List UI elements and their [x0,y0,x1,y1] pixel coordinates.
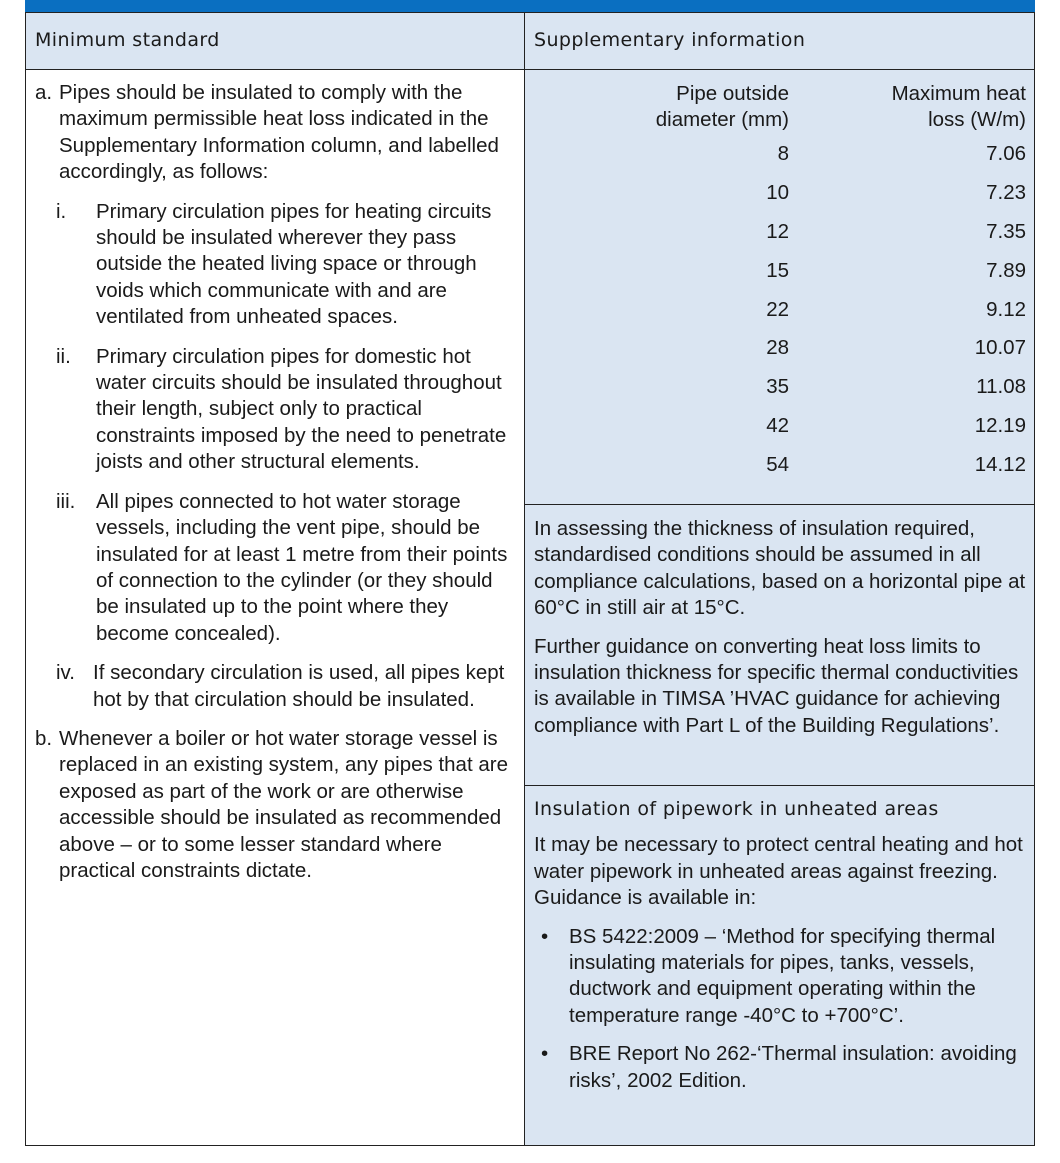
pipe-diameter-header: Pipe outside diameter (mm) [655,82,789,132]
heat-loss-cell: 7.06 [986,142,1026,165]
assessment-paragraph: In assessing the thickness of insulation required, standardised conditions should be assumed in all compliance calculations, based on a horizontal pipe at 60°C in still air at 15°C. [534,517,1026,620]
table-row [525,413,1034,452]
heat-loss-cell: 7.35 [986,219,1026,243]
subitem-text: All pipes connected to hot water storage vessels, including the vent pipe, should be insulated for at least 1 metre from their points of connection to the cylinder (or they should be insulated up to the point where they become concealed). [96,489,508,645]
table-row [525,141,1034,180]
heat-loss-cell: 14.12 [974,453,1026,477]
minimum-standard-column [26,13,525,1145]
unheated-areas-section [525,786,1034,1094]
further-guidance-paragraph: Further guidance on converting heat loss limits to insulation thickness for specific thermal conductivities is available in TIMSA ’HVAC guidance for achieving compliance with Part L of the Building Regulations’. [534,634,1019,737]
table-row [525,258,1034,297]
list-item-text: BS 5422:2009 – ‘Method for specifying thermal insulating materials for pipes, tanks, vessels, ductwork and equipment operating within the temperature range -40°C to +700°C’. [569,924,996,1027]
table-row [525,374,1034,413]
heat-loss-cell: 12.19 [974,414,1026,438]
subitem-text: Primary circulation pipes for domestic hot water circuits should be insulated throughout their length, subject only to practical constraints imposed by the need to penetrate joists and other structural elements. [96,344,507,474]
list-item [534,924,1026,1030]
max-heat-loss-header: Maximum heat loss (W/m) [891,82,1026,132]
heat-loss-cell: 7.89 [986,258,1026,282]
bullet-icon: • [541,924,549,948]
heat-loss-table-header [525,81,1034,135]
subitem-label: iv. [56,661,75,685]
table-row [525,219,1034,258]
list-item-text: BRE Report No 262-‘Thermal insulation: avoiding risks’, 2002 Edition. [569,1042,1017,1092]
subitem-text: Primary circulation pipes for heating circuits should be insulated wherever they pass outside the heated living space or through voids which communicate with and are ventilated from unheated spaces. [96,199,492,329]
subitem-label: i. [56,199,67,223]
diameter-cell: 42 [766,414,789,438]
diameter-cell: 15 [766,258,789,282]
diameter-cell: 28 [766,336,789,360]
unheated-areas-title: Insulation of pipework in unheated areas [534,798,939,820]
table-row [525,297,1034,336]
item-a-text: Pipes should be insulated to comply with the maximum permissible heat loss indicated in the Supplementary Information column, and labelled accordingly, as follows: [59,81,499,184]
item-a [35,80,516,186]
top-accent-bar [25,0,1035,12]
unheated-areas-intro: It may be necessary to protect central heating and hot water pipework in unheated areas against freezing. Guidance is available in: [534,833,1023,910]
diameter-cell: 54 [766,453,789,477]
assessment-notes [525,505,1034,786]
table-row [525,335,1034,374]
subitem-i [35,199,516,331]
item-b-label: b. [35,726,53,750]
minimum-standard-body [26,70,524,884]
heat-loss-cell: 10.07 [974,336,1026,360]
diameter-cell: 8 [777,142,789,165]
heat-loss-rows [525,141,1034,491]
heat-loss-table [525,70,1034,505]
diameter-cell: 10 [766,180,789,204]
table-row [525,180,1034,219]
subitem-label: iii. [56,489,76,513]
bullet-icon: • [541,1042,549,1066]
heat-loss-cell: 7.23 [986,180,1026,204]
item-b [35,726,516,884]
supplementary-information-column [525,13,1034,1145]
subitem-label: ii. [56,344,71,368]
diameter-cell: 12 [766,219,789,243]
item-a-label: a. [35,81,53,104]
subitem-text: If secondary circulation is used, all pipes kept hot by that circulation should be insulated. [93,661,505,711]
supplementary-information-header: Supplementary information [525,13,1034,70]
standards-table [25,12,1035,1146]
diameter-cell: 35 [766,375,789,399]
minimum-standard-header: Minimum standard [26,13,524,70]
item-a-subitems [35,199,516,713]
diameter-cell: 22 [766,297,789,321]
heat-loss-cell: 11.08 [976,375,1026,399]
item-b-text: Whenever a boiler or hot water storage vessel is replaced in an existing system, any pipes that are exposed as part of the work or are otherwise accessible should be insulated as recommended above – or to some lesser standard where practical constraints dictate. [59,726,508,882]
subitem-ii [35,344,516,476]
list-item [534,1041,1026,1094]
subitem-iv [35,660,516,713]
table-row [525,452,1034,491]
subitem-iii [35,489,516,647]
heat-loss-cell: 9.12 [986,297,1026,321]
